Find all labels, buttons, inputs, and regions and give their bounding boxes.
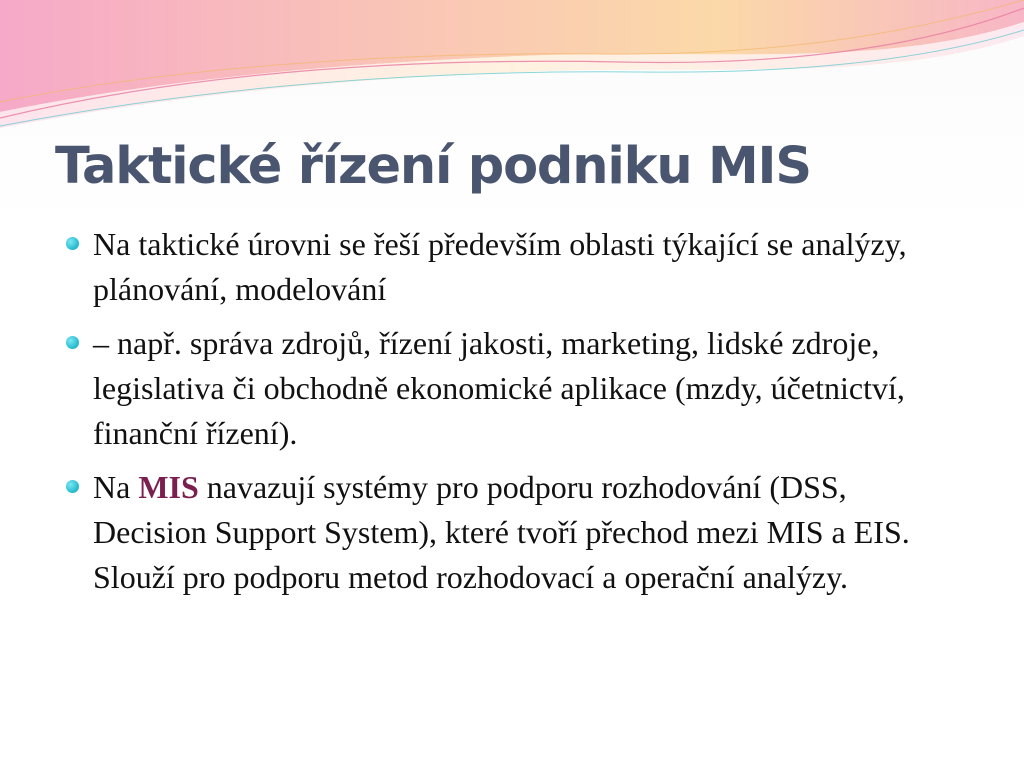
bullet-list — [64, 222, 964, 609]
bullet-highlight-mis: MIS — [138, 469, 199, 505]
bullet-text-prefix: Na — [93, 469, 139, 505]
bullet-item — [64, 321, 964, 456]
bullet-dot-icon — [66, 336, 79, 349]
header-wave-decoration — [0, 0, 1024, 130]
bullet-text: Na taktické úrovni se řeší především oblasti týkající se analýzy, plánování, modelování — [93, 226, 907, 307]
bullet-text-suffix: navazují systémy pro podporu rozhodování (DSS, Decision Support System), které tvoří přechod mezi MIS a EIS. Slouží pro podporu metod rozhodovací a operační analýzy. — [93, 469, 910, 595]
bullet-item — [64, 222, 964, 312]
bullet-item — [64, 465, 964, 600]
bullet-text: – např. správa zdrojů, řízení jakosti, marketing, lidské zdroje, legislativa či obchodně ekonomické aplikace (mzdy, účetnictví, finanční řízení). — [93, 325, 905, 451]
bullet-dot-icon — [66, 237, 79, 250]
slide-title: Taktické řízení podniku MIS — [55, 137, 811, 196]
bullet-dot-icon — [66, 480, 79, 493]
